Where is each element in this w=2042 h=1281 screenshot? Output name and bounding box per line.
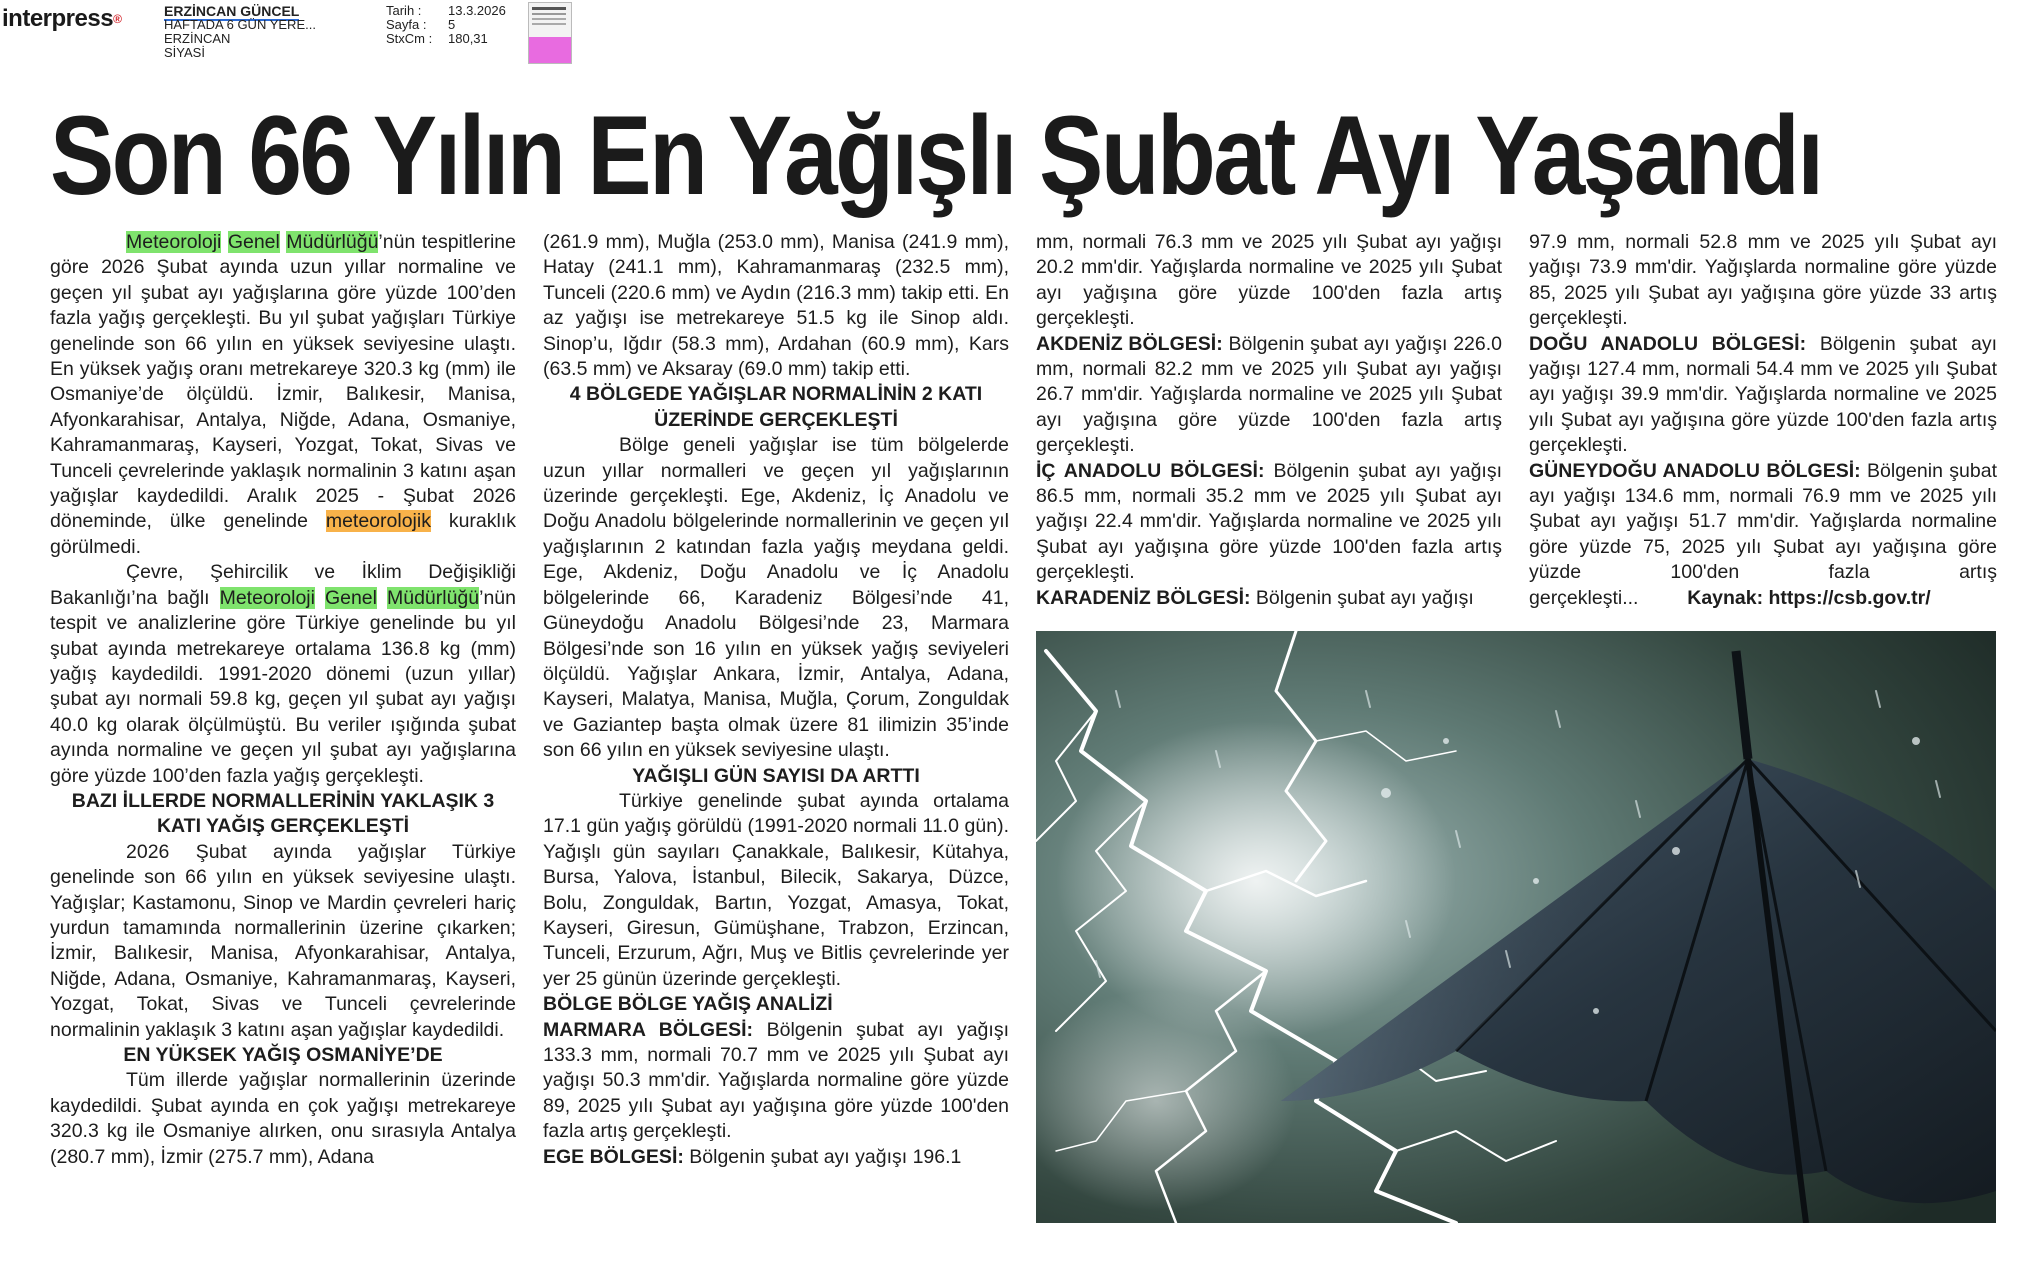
paragraph-text: Çevre, Şehircilik ve İklim Değişikliği Bakanlığı’na bağlı (50, 561, 516, 609)
publication-info (164, 4, 316, 60)
region-label: AKDENİZ BÖLGESİ: (1036, 332, 1223, 355)
region-paragraph (543, 1145, 1009, 1170)
stxcm-value: 180,31 (448, 31, 488, 46)
region-text: Bölgenin şubat ayı yağışı 86.5 mm, normali 35.2 mm ve 2025 yılı Şubat ayı yağışı 22.4 mm'dir. Yağışlarda normaline ve 2025 yılı Şubat ayı yağışına göre yüzde 100'den fazla artış gerçekleşti. (1036, 459, 1502, 584)
clipping-meta (386, 4, 506, 46)
region-text: Bölgenin şubat ayı yağışı (1250, 586, 1474, 609)
article-column-4 (1529, 230, 1997, 611)
article-column-1 (50, 230, 516, 1170)
interpress-logo (2, 6, 121, 32)
region-label: GÜNEYDOĞU ANADOLU BÖLGESİ: (1529, 459, 1861, 482)
source-link[interactable]: Kaynak: https://csb.gov.tr/ (1687, 586, 1931, 609)
highlight-term: Genel (324, 586, 377, 609)
paragraph (50, 230, 516, 560)
subheading: YAĞIŞLI GÜN SAYISI DA ARTTI (632, 764, 920, 787)
region-text: Bölgenin şubat ayı yağışı 133.3 mm, normali 70.7 mm ve 2025 yılı Şubat ayı yağışı 50.3 mm'dir. Yağışlarda normaline göre yüzde 89, 2025 yılı Şubat ayı yağışına göre yüzde 100'den fazla artış gerçekleşti. (543, 1018, 1009, 1143)
page-label: Sayfa : (386, 17, 427, 32)
publication-name: ERZİNCAN GÜNCEL (164, 3, 300, 19)
region-paragraph (1036, 586, 1502, 611)
date-label: Tarih : (386, 3, 422, 18)
logo-text: interpress (2, 5, 114, 32)
region-paragraph (543, 1018, 1009, 1145)
region-paragraph (1036, 459, 1502, 586)
region-paragraph (1529, 459, 1997, 611)
stxcm-label: StxCm : (386, 31, 433, 46)
region-label: MARMARA BÖLGESİ: (543, 1018, 754, 1041)
storm-umbrella-photo (1036, 631, 1996, 1223)
paragraph (50, 560, 516, 789)
paragraph-text: ’nün tespit ve analizlerine göre Türkiye genelinde bu yıl şubat ayında metrekareye ortalama 136.8 kg (mm) yağış kaydedildi. 1991-2020 dönemi (uzun yıllar) şubat ayı normali 59.8 kg, geçen yıl şubat ayı yağışı 40.0 kg olarak ölçülmüştü. Bu veriler ışığında şubat ayında normaline ve geçen yıl şubat ayı yağışlarına göre yüzde 100’den fazla yağış gerçekleşti. (50, 586, 516, 787)
region-text: Bölgenin şubat ayı yağışı 196.1 (683, 1145, 962, 1168)
subheading: BAZI İLLERDE NORMALLERİNİN YAKLAŞIK 3 KATI YAĞIŞ GERÇEKLEŞTİ (71, 789, 495, 838)
highlight-term: Meteoroloji (219, 586, 315, 609)
page-thumbnail[interactable] (528, 2, 572, 64)
subheading: BÖLGE BÖLGE YAĞIŞ ANALİZİ (543, 993, 833, 1016)
highlight-term: Meteoroloji (126, 231, 222, 253)
paragraph: 2026 Şubat ayında yağışlar Türkiye genelinde son 66 yılın en yüksek seviyesine ulaştı. Yağışlar; Kastamonu, Sinop ve Mardin çevreleri hariç yurdun tamamında normallerinin üzerine çıkarken; İzmir, Balıkesir, Manisa, Afyonkarahisar, Antalya, Niğde, Adana, Osmaniye, Kahramanmaraş, Kayseri, Yozgat, Tokat, Sivas ve Tunceli çevrelerinde normalinin yaklaşık 3 katını aşan yağışlar kaydedildi. (50, 840, 516, 1041)
publication-frequency: HAFTADA 6 GÜN YERE... (164, 17, 316, 32)
paragraph: 97.9 mm, normali 52.8 mm ve 2025 yılı Şubat ayı yağışı 73.9 mm'dir. Yağışlarda normaline göre yüzde 85, 2025 yılı Şubat ayı yağışına göre yüzde 33 artış gerçekleşti. (1529, 231, 1997, 330)
highlight-term: Müdürlüğü (386, 586, 480, 609)
date-value: 13.3.2026 (448, 3, 506, 18)
region-label: EGE BÖLGESİ: (543, 1145, 684, 1168)
paragraph: (261.9 mm), Muğla (253.0 mm), Manisa (241.9 mm), Hatay (241.1 mm), Kahramanmaraş (232.5 mm), Tunceli (220.6 mm) ve Aydın (216.3 mm) takip etti. En az yağışı ise metrekareye 51.5 kg ile Sinop aldı. Sinop’u, Iğdır (58.3 mm), Ardahan (60.9 mm), Kars (63.5 mm) ve Aksaray (69.0 mm) takip etti. (543, 231, 1009, 381)
region-text: Bölgenin şubat ayı yağışı 134.6 mm, normali 76.9 mm ve 2025 yılı Şubat ayı yağışı 51.7 mm'dir. Yağışlarda normaline göre yüzde 75, 2025 yılı Şubat ayı yağışına göre yüzde 100'den fazla artış gerçekleşti... (1529, 459, 1998, 609)
article-column-2 (543, 230, 1009, 1170)
publication-category: SİYASİ (164, 45, 205, 60)
page-row (386, 18, 506, 32)
highlight-term: Genel (227, 231, 280, 253)
region-label: DOĞU ANADOLU BÖLGESİ: (1529, 332, 1807, 355)
subheading: 4 BÖLGEDE YAĞIŞLAR NORMALİNİN 2 KATI ÜZERİNDE GERÇEKLEŞTİ (569, 383, 983, 431)
page-value: 5 (448, 17, 456, 32)
paragraph: Tüm illerde yağışlar normallerinin üzerinde kaydedildi. Şubat ayında en çok yağışı metrekareye 320.3 kg ile Osmaniye alırken, onu sırasıyla Antalya (280.7 mm), İzmir (275.7 mm), Adana (50, 1069, 516, 1168)
subheading: EN YÜKSEK YAĞIŞ OSMANİYE’DE (123, 1044, 443, 1066)
region-text: Bölgenin şubat ayı yağışı 127.4 mm, normali 54.4 mm ve 2025 yılı Şubat ayı yağışı 39.9 mm'dir. Yağışlarda normaline ve 2025 yılı Şubat ayı yağışına göre yüzde 100'den fazla artış gerçekleşti. (1529, 332, 1997, 457)
region-text: Bölgenin şubat ayı yağışı 226.0 mm, normali 82.2 mm ve 2025 yılı Şubat ayı yağışı 26.7 mm'dir. Yağışlarda normaline ve 2025 yılı Şubat ayı yağışına göre yüzde 100'den fazla artış gerçekleşti. (1036, 332, 1502, 457)
paragraph-text: ’nün tespitlerine göre 2026 Şubat ayında uzun yıllar normaline ve geçen yıl şubat ayı yağışlarına göre yüzde 100’den fazla yağış gerçekleşti. Bu yıl şubat yağışları Türkiye genelinde son 66 yılın en yüksek seviyesine ulaştı. En yüksek yağış oranı metrekareye 320.3 kg (mm) ile Osmaniye’de ölçüldü. İzmir, Balıkesir, Manisa, Afyonkarahisar, Antalya, Niğde, Adana, Osmaniye, Kahramanmaraş, Kayseri, Yozgat, Tokat, Sivas ve Tunceli çevrelerinde yaklaşık normalinin 3 katını aşan yağışlar kaydedildi. Aralık 2025 - Şubat 2026 döneminde, ülke genelinde (50, 231, 517, 533)
highlight-term: Müdürlüğü (286, 231, 379, 253)
logo-registered-mark: ® (113, 12, 122, 26)
article-headline: Son 66 Yılın En Yağışlı Şubat Ayı Yaşandı (50, 93, 1822, 218)
paragraph: mm, normali 76.3 mm ve 2025 yılı Şubat ayı yağışı 20.2 mm'dir. Yağışlarda normaline ve 2025 yılı Şubat ayı yağışına göre yüzde 100'den fazla artış gerçekleşti. (1036, 231, 1502, 330)
paragraph: Türkiye genelinde şubat ayında ortalama 17.1 gün yağış görüldü (1991-2020 normali 11.0 gün). Yağışlı gün sayıları Çanakkale, Balıkesir, Kütahya, Bursa, Yalova, İstanbul, Bilecik, Sakarya, Düzce, Bolu, Zonguldak, Bartın, Yozgat, Amasya, Tokat, Kayseri, Giresun, Gümüşhane, Trabzon, Erzincan, Tunceli, Erzurum, Ağrı, Muş ve Bitlis çevrelerinde yer yer 25 günün üzerinde gerçekleşti. (543, 789, 1009, 990)
region-paragraph (1529, 332, 1997, 459)
region-paragraph (1036, 332, 1502, 459)
publication-city: ERZİNCAN (164, 31, 231, 46)
region-label: İÇ ANADOLU BÖLGESİ: (1036, 459, 1265, 482)
region-label: KARADENİZ BÖLGESİ: (1036, 586, 1251, 609)
paragraph: Bölge geneli yağışlar ise tüm bölgelerde uzun yıllar normalleri ve geçen yıl yağışlarının üzerinde gerçekleşti. Ege, Akdeniz, İç Anadolu ve Doğu Anadolu bölgelerinde normallerinin ve geçen yıl yağışlarının 2 katından fazla yağış meydana geldi. Ege, Akdeniz, Doğu Anadolu ve İç Anadolu bölgelerinde 66, Karadeniz Bölgesi’nde 41, Güneydoğu Anadolu Bölgesi’nde 23, Marmara Bölgesi’nde son 16 yılın en yüksek yağış seviyeleri ölçüldü. Yağışlar Ankara, İzmir, Antalya, Adana, Kayseri, Malatya, Manisa, Muğla, Çorum, Zonguldak ve Gaziantep başta olmak üzere 81 ilimizin 35’inde son 66 yılın en yüksek seviyesine ulaştı. (543, 434, 1009, 762)
paragraph-text: kuraklık görülmedi. (50, 510, 517, 558)
date-row (386, 4, 506, 18)
highlight-term: meteorolojik (325, 510, 431, 533)
storm-illustration (1036, 631, 1996, 1223)
article-column-3 (1036, 230, 1502, 611)
stxcm-row (386, 32, 506, 46)
